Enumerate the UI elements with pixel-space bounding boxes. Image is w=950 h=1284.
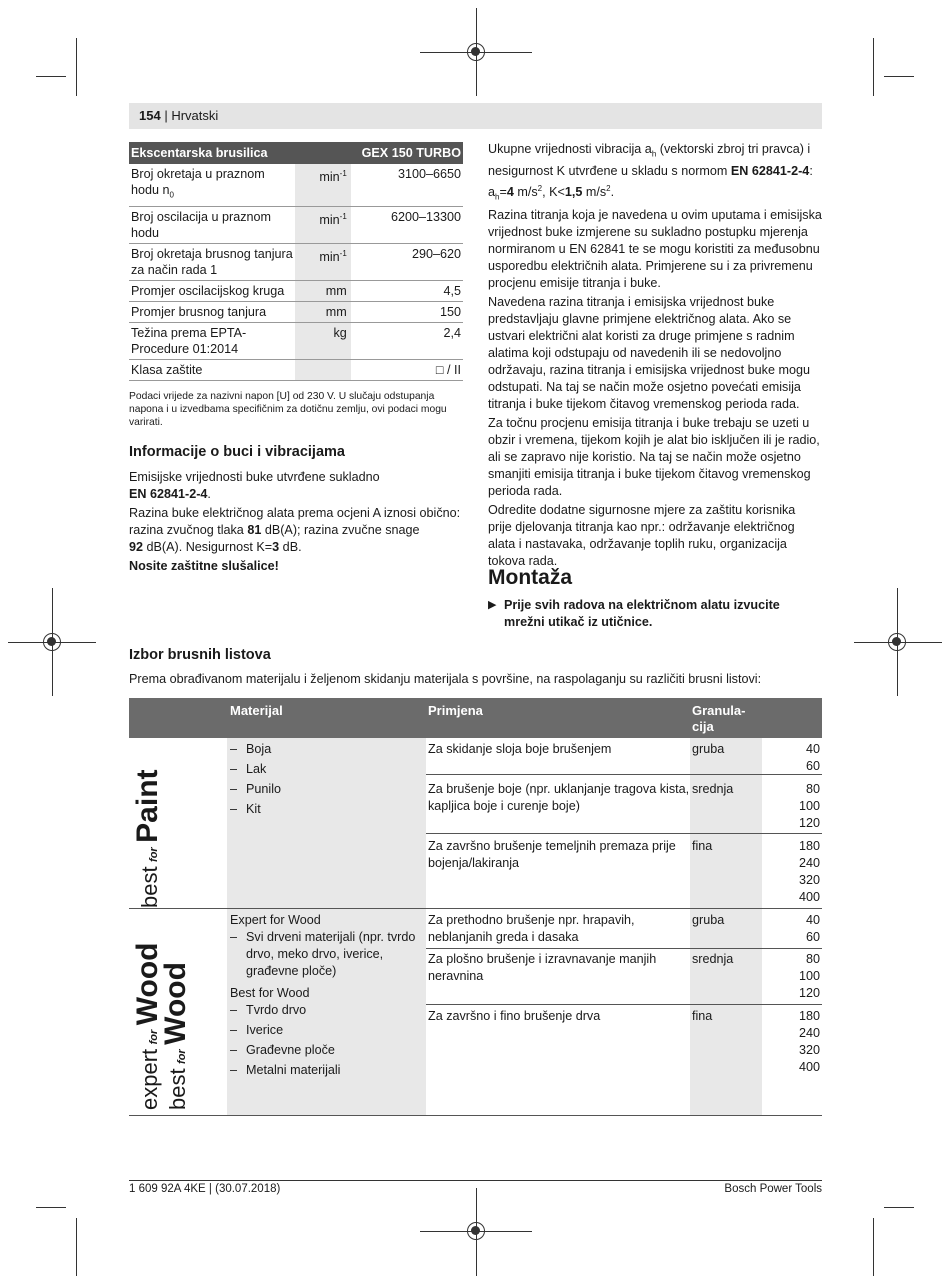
vibration-p1-text: (vektorski zbroj tri pravca) i nesigurnost K utvrđene u skladu s normom [488, 142, 811, 178]
brand-wood: Wood [159, 962, 192, 1045]
use-text: Za završno i fino brušenje drva [428, 1009, 601, 1023]
table-row [129, 301, 463, 322]
grade-text: srednja [692, 782, 734, 796]
list-item: – Punilo [230, 781, 425, 798]
grade-text: fina [692, 1009, 713, 1023]
spec-value: 150 [351, 301, 463, 322]
paint-materials [230, 741, 425, 818]
sanding-table [129, 698, 822, 1116]
brand-wood: Wood [131, 942, 164, 1026]
noise-text: Emisijske vrijednosti buke utvrđene sukladno EN 62841-2-4. Razina buke električnog alata prema ocjeni A iznosi obično: razina zvučnog tlaka 81 dB(A); razina zvučne snage 92 dB(A). Nesigurnost K=3 dB. Nosite zaštitne slušalice! [129, 470, 461, 573]
vibration-norm: EN 62841-2-4 [730, 163, 810, 178]
vibration-p1-text: , K< [542, 184, 565, 199]
montaza-instruction-row [488, 597, 822, 631]
noise-p2-text: Razina buke električnog alata prema ocjeni A iznosi obično: razina zvučnog tlaka [129, 506, 461, 537]
spec-name: Broj okretaja brusnog tanjura za način rada 1 [129, 243, 295, 280]
noise-p2-text: dB. [279, 540, 302, 554]
spec-unit: kg [295, 322, 350, 359]
page-language: Hrvatski [171, 108, 219, 123]
spec-name: Broj okretaja u praznom hodu $n_0$ [129, 164, 295, 206]
best-for-paint-logo [131, 769, 165, 908]
noise-pressure-value: 81 [247, 523, 262, 537]
row-divider [426, 833, 822, 834]
spec-table-title: Ekscentarska brusilica [129, 142, 351, 164]
expert-title: Expert for Wood [230, 913, 321, 927]
spec-unit: $\min^{-1}$ [295, 164, 350, 206]
footer-brand: Bosch Power Tools [724, 1183, 822, 1195]
noise-p2-text: dB(A); razina zvučne snage [261, 523, 420, 537]
registration-mark-icon [467, 43, 485, 61]
best-for-wood-logo [159, 962, 193, 1110]
use-text: Za skidanje sloja boje brušenjem [428, 742, 612, 756]
list-item: – Kit [230, 801, 425, 818]
vibration-unit: m/s [582, 184, 607, 199]
spec-name: Klasa zaštite [129, 359, 295, 380]
grade-text: fina [692, 839, 713, 853]
vibration-p4: Za točnu procjenu emisija titranja i buke trebaju se uzeti u obzir i vremena, tijekom kojih je alat bio isključen ili je radio, ali se zapravo nije koristio. Na taj se način može osjetno smanjiti emisija titranja i buke tijekom čitavog vremenskog perioda rada. [488, 416, 820, 499]
sanding-intro: Prema obrađivanom materijalu i željenom skidanju materijala s površine, na raspolaganju su različiti brusni listovi: [129, 672, 762, 686]
vibration-k-value: 1,5 [564, 184, 583, 199]
best-title: Best for Wood [230, 986, 310, 1000]
table-row [129, 164, 463, 206]
crop-mark [884, 1207, 914, 1208]
registration-mark-icon [467, 1222, 485, 1240]
footer-rule [129, 1180, 822, 1181]
list-item: – Građevne ploče [230, 1042, 425, 1059]
list-item: – Tvrdo drvo [230, 1002, 425, 1019]
registration-mark-icon [43, 633, 61, 651]
spec-value: 3100–6650 [351, 164, 463, 206]
row-divider [426, 1004, 822, 1005]
brand-for: for [148, 847, 160, 862]
spec-unit [295, 359, 350, 380]
vibration-p1-text: : [809, 163, 813, 178]
section-divider [129, 908, 822, 909]
grit-values: 80 100 120 [798, 782, 820, 830]
brand-paint: Paint [131, 769, 164, 843]
crop-mark [884, 76, 914, 77]
grit-values: 40 60 [805, 913, 820, 944]
montaza-instruction: Prije svih radova na električnom alatu izvucite mrežni utikač iz utičnice. [504, 598, 780, 629]
grade-text: gruba [692, 742, 725, 756]
grade-text: gruba [692, 913, 725, 927]
spec-table-model: GEX 150 TURBO [351, 142, 463, 164]
spec-value: 2,4 [351, 322, 463, 359]
vibration-subscript: h [651, 149, 657, 159]
crop-mark [36, 1207, 66, 1208]
noise-norm: EN 62841-2-4 [129, 487, 208, 501]
spec-value: 290–620 [351, 243, 463, 280]
list-item: – Lak [230, 761, 425, 778]
noise-uncertainty-value: 3 [272, 540, 280, 554]
brand-for: for [176, 1049, 188, 1064]
page-header [129, 103, 822, 129]
spec-name: Težina prema EPTA-Procedure 01:2014 [129, 322, 295, 359]
row-divider [426, 948, 822, 949]
crop-mark [76, 1218, 77, 1276]
vibration-p2: Razina titranja koja je navedena u ovim uputama i emisijska vrijednost buke izmjerene su sukladno postupku mjerenja normiranom u EN 62841 te se mogu koristiti za međusobnu usporedbu električnih alata. Primjerene su i za privremenu procjenu emisije titranja i buke. [488, 208, 822, 291]
noise-warning: Nosite zaštitne slušalice! [129, 559, 279, 573]
footer-doc-id: 1 609 92A 4KE | (30.07.2018) [129, 1183, 281, 1195]
noise-p1-text: Emisijske vrijednosti buke utvrđene sukladno [129, 470, 380, 484]
brand-expert: expert [137, 1048, 162, 1110]
registration-mark-icon [888, 633, 906, 651]
table-row [129, 206, 463, 243]
vibration-unit: m/s [513, 184, 538, 199]
crop-mark [36, 76, 66, 77]
arrow-right-icon: ▶ [488, 599, 497, 611]
spec-note: Podaci vrijede za nazivni napon [U] od 230 V. U slučaju odstupanja napona i u izvedbama specifičnim za dotičnu zemlju, ovi podaci mogu varirati. [129, 391, 447, 428]
vibration-p1-text: Ukupne vrijednosti vibracija a [488, 142, 652, 156]
crop-mark [873, 1218, 874, 1276]
crop-mark [76, 38, 77, 96]
vibration-p3: Navedena razina titranja i emisijska vrijednost buke predstavljaju glavne primjene električnog alata. Ako se ustvari električni alat koristi za druge primjene s radnim alatima koji odstupaju od navedenih ili se nedovoljno održavaju, razina titranja i emisijska vrijednost buke mogu odstupati. Na taj se način može osjetno povećati emisija titranja i buke tijekom čitavog vremenskog perioda rada. [488, 295, 810, 412]
table-bottom-border [129, 1115, 822, 1116]
vibration-p1-text: = [499, 184, 507, 199]
table-row [129, 359, 463, 380]
use-text: Za plošno brušenje i izravnavanje manjih neravnina [428, 952, 657, 983]
noise-heading: Informacije o buci i vibracijama [129, 444, 345, 460]
spec-name: Promjer oscilacijskog kruga [129, 280, 295, 301]
vibration-ah-value: 4 [506, 184, 514, 199]
spec-unit: $\min^{-1}$ [295, 243, 350, 280]
table-row [129, 280, 463, 301]
grit-values: 80 100 120 [798, 952, 820, 1000]
spec-unit: mm [295, 280, 350, 301]
grit-values: 180 240 320 400 [798, 839, 820, 904]
vibration-p5: Odredite dodatne sigurnosne mjere za zaštitu korisnika prije djelovanja titranja kao npr.: održavanje električnog alata i nastavaka, održavanje toplih ruku, organizacija tokova rada. [488, 503, 796, 569]
page-header-text: 154 | Hrvatski [139, 108, 219, 123]
noise-power-value: 92 [129, 540, 144, 554]
grade-text: srednja [692, 952, 734, 966]
list-item: – Svi drveni materijali (npr. tvrdo drvo, meko drvo, iverice, građevne ploče) [230, 929, 425, 980]
col-use: Primjena [428, 703, 483, 718]
list-item: – Boja [230, 741, 425, 758]
brand-best: best [165, 1068, 190, 1110]
use-text: Za prethodno brušenje npr. hrapavih, neblanjanih greda i dasaka [428, 913, 635, 944]
wood-materials [230, 912, 425, 1079]
montaza-heading: Montaža [488, 566, 572, 589]
noise-p2-text: dB(A). Nesigurnost K= [143, 540, 273, 554]
use-text: Za brušenje boje (npr. uklanjanje tragova kista, kapljica boje i curenje boje) [428, 782, 690, 813]
spec-unit: $\min^{-1}$ [295, 206, 350, 243]
grit-values: 40 60 [805, 742, 820, 773]
vibration-text: Ukupne vrijednosti vibracija $a_h$ (vektorski zbroj tri pravca) i nesigurnost K utvrđene u skladu s normom EN 62841-2-4: $a_h=4$ $m/s^2$, K<1,5 $m/s^2$. Razina titranja koja je navedena u ovim uputama i emisijska vrijednost buke izmjerene su sukladno postupku mjerenja normiranom u EN 62841 te se mogu koristiti za međusobnu usporedbu električnih alata. Primjerene su i za privremenu procjenu emisije titranja i buke. Navedena razina titranja i emisijska vrijednost buke predstavljaju glavne primjene električnog alata. Ako se ustvari električni alat koristi za druge primjene s radnim alatima koji odstupaju od navedenih ili se nedovoljno održavaju, razina titranja i emisijska vrijednost buke mogu odstupati. Na taj se način može osjetno povećati emisija titranja i buke tijekom čitavog vremenskog perioda rada. Za točnu procjenu emisija titranja i buke trebaju se uzeti u obzir i vremena, tijekom kojih je alat bio isključen ili je radio, ali se zapravo nije koristio. Na taj se način može osjetno smanjiti emisija titranja i buke tijekom čitavog vremenskog perioda rada. Odredite dodatne sigurnosne mjere za zaštitu korisnika prije djelovanja titranja kao npr.: održavanje električnog alata i nastavaka, održavanje toplih ruku, organizacija tokova rada. [488, 142, 822, 569]
crop-mark [873, 38, 874, 96]
list-item: – Metalni materijali [230, 1062, 425, 1079]
col-material: Materijal [230, 703, 283, 718]
brand-for: for [148, 1029, 160, 1045]
spec-name: Broj oscilacija u praznom hodu [129, 206, 295, 243]
row-divider [426, 774, 822, 775]
table-row [129, 322, 463, 359]
spec-value: 6200–13300 [351, 206, 463, 243]
spec-table [129, 142, 463, 381]
spec-name: Promjer brusnog tanjura [129, 301, 295, 322]
spec-value: 4,5 [351, 280, 463, 301]
grit-values: 180 240 320 400 [798, 1009, 820, 1074]
table-row [129, 243, 463, 280]
spec-unit: mm [295, 301, 350, 322]
sanding-heading: Izbor brusnih listova [129, 647, 271, 663]
page-number: 154 [139, 108, 161, 123]
spec-value: □ / II [351, 359, 463, 380]
use-text: Za završno brušenje temeljnih premaza prije bojenja/lakiranja [428, 839, 676, 870]
vibration-p1-text: a [488, 184, 496, 199]
brand-best: best [137, 866, 162, 908]
list-item: – Iverice [230, 1022, 425, 1039]
col-grain: Granula- cija [692, 703, 746, 734]
